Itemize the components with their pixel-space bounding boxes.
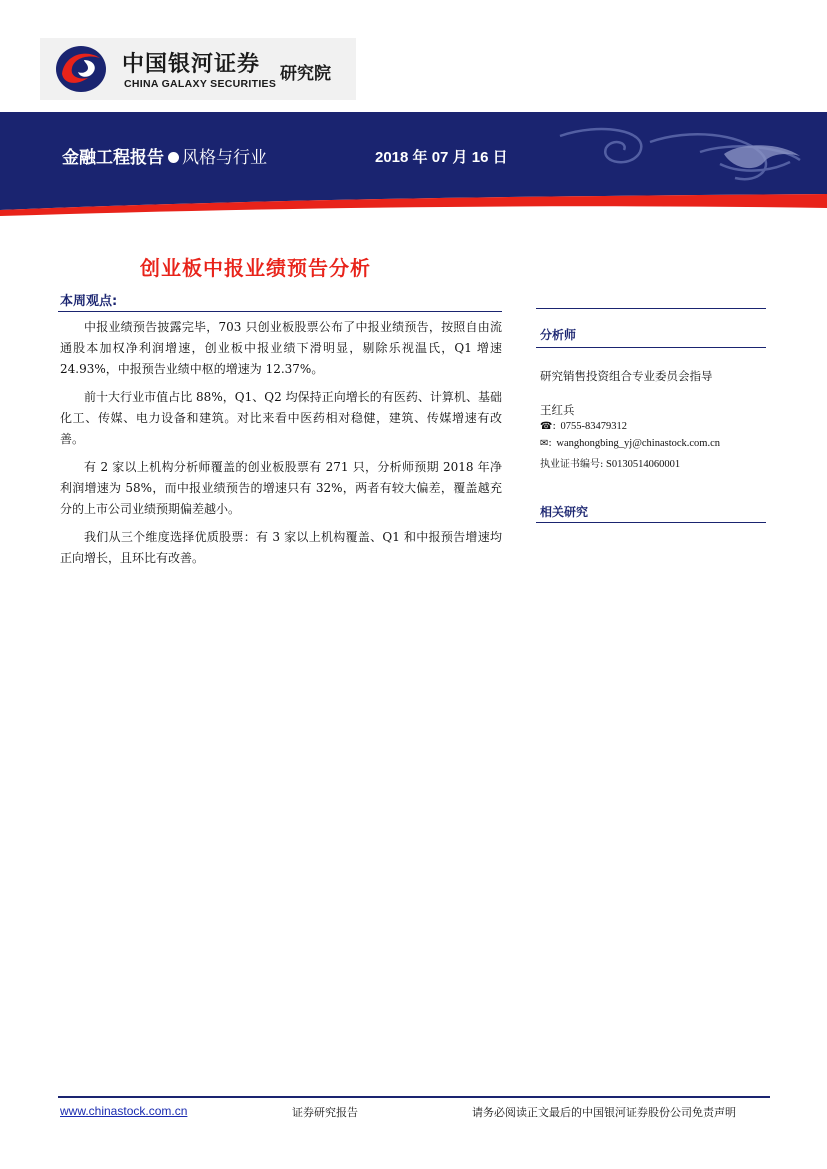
sidebar-top-divider [536,308,766,309]
analyst-email [540,438,720,449]
footer-divider [58,1096,770,1098]
report-type [62,143,267,168]
certificate-label: 执业证书编号: [540,459,604,470]
report-date: 2018 年 07 月 16 日 [375,149,508,166]
analyst-heading: 分析师 [540,328,577,342]
report-category: 风格与行业 [182,148,267,168]
page-title: 创业板中报业绩预告分析 [140,256,371,280]
logo-chinese-name: 中国银河证券 [122,52,261,77]
footer-website-link[interactable]: www.chinastock.com.cn [60,1104,188,1118]
company-logo [40,38,356,100]
analyst-name: 王红兵 [540,403,575,417]
committee-note: 研究销售投资组合专业委员会指导 [540,369,713,383]
summary-paragraph: 前十大行业市值占比 88%，Q1、Q2 均保持正向增长的有医药、计算机、基础化工、传媒、电力设备和建筑。对比来看中医药相对稳健，建筑、传媒增速有改善。 [60,390,502,446]
analyst-divider [536,347,766,348]
bullet-dot-icon [168,152,179,163]
summary-body [60,317,502,576]
related-research-heading: 相关研究 [540,505,589,519]
email-icon: ✉: [540,438,552,449]
logo-institute: 研究院 [280,64,331,84]
certificate-number: S0130514060001 [606,459,681,470]
summary-divider [58,311,502,312]
related-divider [536,522,766,523]
summary-paragraph: 中报业绩预告披露完毕，703 只创业板股票公布了中报业绩预告，按照自由流通股本加权净利润增速，创业板中报业绩下滑明显，剔除乐视温氏，Q1 增速 24.93%，中报预告业绩中枢的增速为 12.37%。 [60,320,502,376]
phone-number: 0755-83479312 [560,421,627,432]
summary-paragraph: 有 2 家以上机构分析师覆盖的创业板股票有 271 只，分析师预期 2018 年净利润增速为 58%，而中报业绩预告的增速只有 32%，两者有较大偏差，覆盖越充分的上市公司业绩预期偏差越小。 [60,460,502,516]
analyst-certificate [540,455,680,470]
report-type-label: 金融工程报告 [62,148,164,168]
email-address[interactable]: wanghongbing_yj@chinastock.com.cn [556,438,721,449]
phone-icon: ☎: [540,421,556,432]
footer-report-label: 证券研究报告 [292,1106,358,1119]
analyst-phone [540,421,627,432]
galaxy-logo-icon [54,44,108,94]
footer-disclaimer: 请务必阅读正文最后的中国银河证券股份公司免责声明 [472,1106,736,1119]
summary-heading: 本周观点: [60,294,118,309]
summary-paragraph: 我们从三个维度选择优质股票：有 3 家以上机构覆盖、Q1 和中报预告增速均正向增长，且环比有改善。 [60,530,502,565]
logo-english-name: CHINA GALAXY SECURITIES [124,78,277,90]
